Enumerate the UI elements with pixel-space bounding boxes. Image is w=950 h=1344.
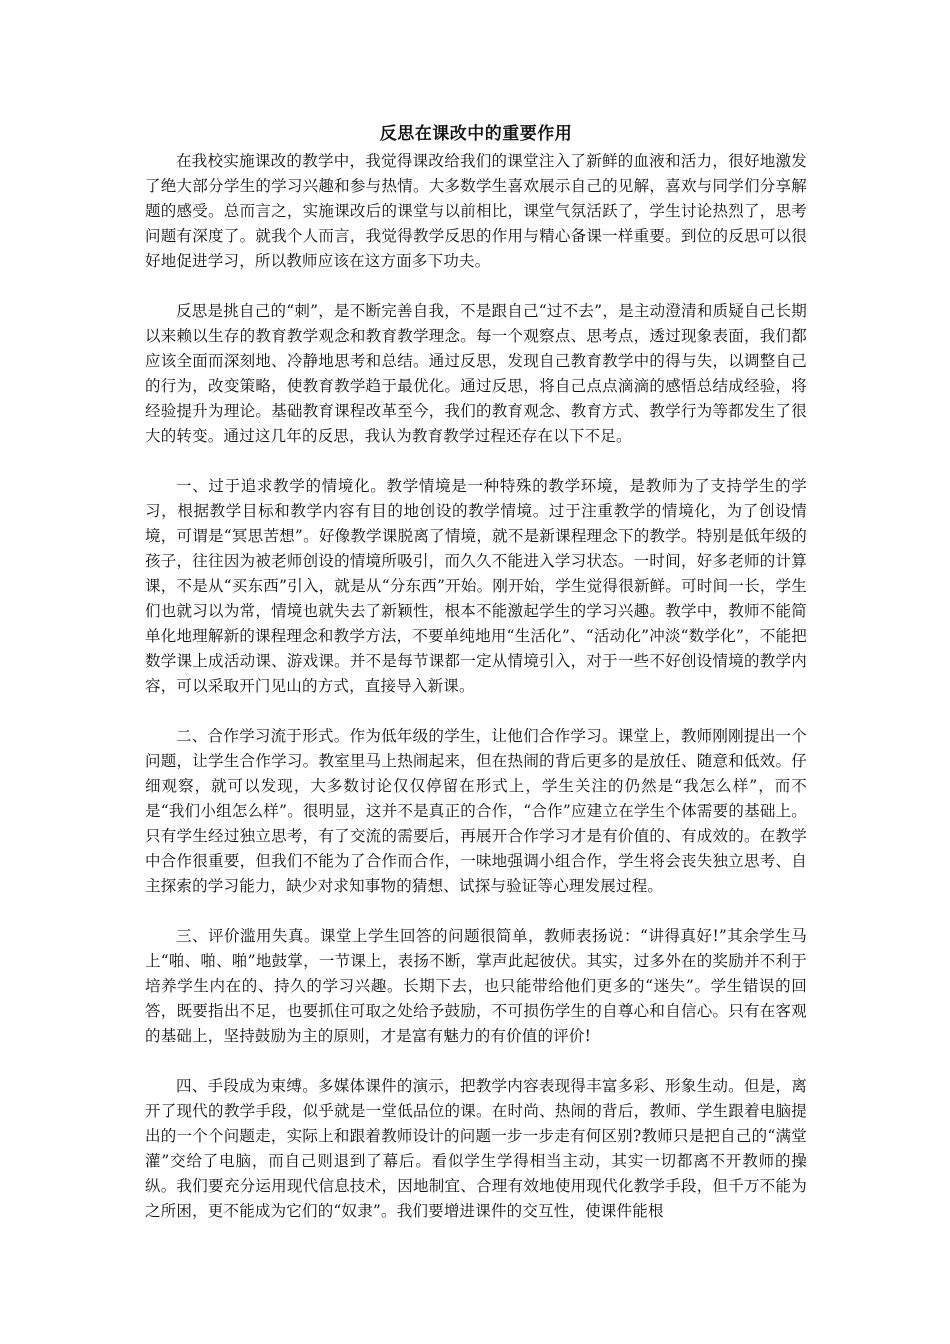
document-page — [145, 121, 807, 1224]
paragraph-point-3: 三、评价滥用失真。课堂上学生回答的问题很简单，教师表扬说：“讲得真好!”其余学生马上“啪、啪、啪”地鼓掌，一节课上，表扬不断，掌声此起彼伏。其实，过多外在的奖励并不利于培养学生内在的、持久的学习兴趣。长期下去，也只能带给他们更多的“迷失”。学生错误的回答，既要指出不足，也要抓住可取之处给予鼓励，不可损伤学生的自尊心和自信心。只有在客观的基础上，坚持鼓励为主的原则，才是富有魅力的有价值的评价! — [145, 927, 807, 1045]
paragraph-point-4: 四、手段成为束缚。多媒体课件的演示，把教学内容表现得丰富多彩、形象生动。但是，离开了现代的教学手段，似乎就是一堂低品位的课。在时尚、热闹的背后，教师、学生跟着电脑提出的一个个问题走，实际上和跟着教师设计的问题一步一步走有何区别?教师只是把自己的“满堂灌”交给了电脑，而自己则退到了幕后。看似学生学得相当主动，其实一切都离不开教师的操纵。我们要充分运用现代信息技术，因地制宜、合理有效地使用现代化教学手段，但千万不能为之所困，更不能成为它们的“奴隶”。我们要增进课件的交互性，使课件能根 — [145, 1077, 807, 1220]
paragraph-point-2: 二、合作学习流于形式。作为低年级的学生，让他们合作学习。课堂上，教师刚刚提出一个问题，让学生合作学习。教室里马上热闹起来，但在热闹的背后更多的是放任、随意和低效。仔细观察，就可以发现，大多数讨论仅仅停留在形式上，学生关注的仍然是“我怎么样”，而不是“我们小组怎么样”。很明显，这并不是真正的合作，“合作”应建立在学生个体需要的基础上。只有学生经过独立思考，有了交流的需要后，再展开合作学习才是有价值的、有成效的。在教学中合作很重要，但我们不能为了合作而合作，一味地强调小组合作，学生将会丧失独立思考、自主探索的学习能力，缺少对求知事物的猜想、试探与验证等心理发展过程。 — [145, 727, 807, 895]
paragraph-intro: 在我校实施课改的教学中，我觉得课改给我们的课堂注入了新鲜的血液和活力，很好地激发了绝大部分学生的学习兴趣和参与热情。大多数学生喜欢展示自己的见解，喜欢与同学们分享解题的感受。总而言之，实施课改后的课堂与以前相比，课堂气氛活跃了，学生讨论热烈了，思考问题有深度了。就我个人而言，我觉得教学反思的作用与精心备课一样重要。到位的反思可以很好地促进学习，所以教师应该在这方面多下功夫。 — [145, 152, 807, 270]
document-title: 反思在课改中的重要作用 — [379, 124, 573, 144]
paragraph-reflection: 反思是挑自己的“刺”，是不断完善自我，不是跟自己“过不去”，是主动澄清和质疑自己长期以来赖以生存的教育教学观念和教育教学理念。每一个观察点、思考点，透过现象表面，我们都应该全面而深刻地、冷静地思考和总结。通过反思，发现自己教育教学中的得与失，以调整自己的行为，改变策略，使教育教学趋于最优化。通过反思，将自己点点滴滴的感悟总结成经验，将经验提升为理论。基础教育课程改革至今，我们的教育观念、教育方式、教学行为等都发生了很大的转变。通过这几年的反思，我认为教育教学过程还存在以下不足。 — [145, 302, 807, 445]
paragraph-point-1: 一、过于追求教学的情境化。教学情境是一种特殊的教学环境，是教师为了支持学生的学习，根据教学目标和教学内容有目的地创设的教学情境。过于注重教学的情境化，为了创设情境，可谓是“冥思苦想”。好像教学课脱离了情境，就不是新课程理念下的教学。特别是低年级的孩子，往往因为被老师创设的情境所吸引，而久久不能进入学习状态。一时间，好多老师的计算课，不是从“买东西”引入，就是从“分东西”开始。刚开始，学生觉得很新鲜。可时间一长，学生们也就习以为常，情境也就失去了新颖性，根本不能激起学生的学习兴趣。教学中，教师不能简单化地理解新的课程理念和教学方法，不要单纯地用“生活化”、“活动化”冲淡“数学化”，不能把数学课上成活动课、游戏课。并不是每节课都一定从情境引入，对于一些不好创设情境的教学内容，可以采取开门见山的方式，直接导入新课。 — [145, 477, 807, 695]
